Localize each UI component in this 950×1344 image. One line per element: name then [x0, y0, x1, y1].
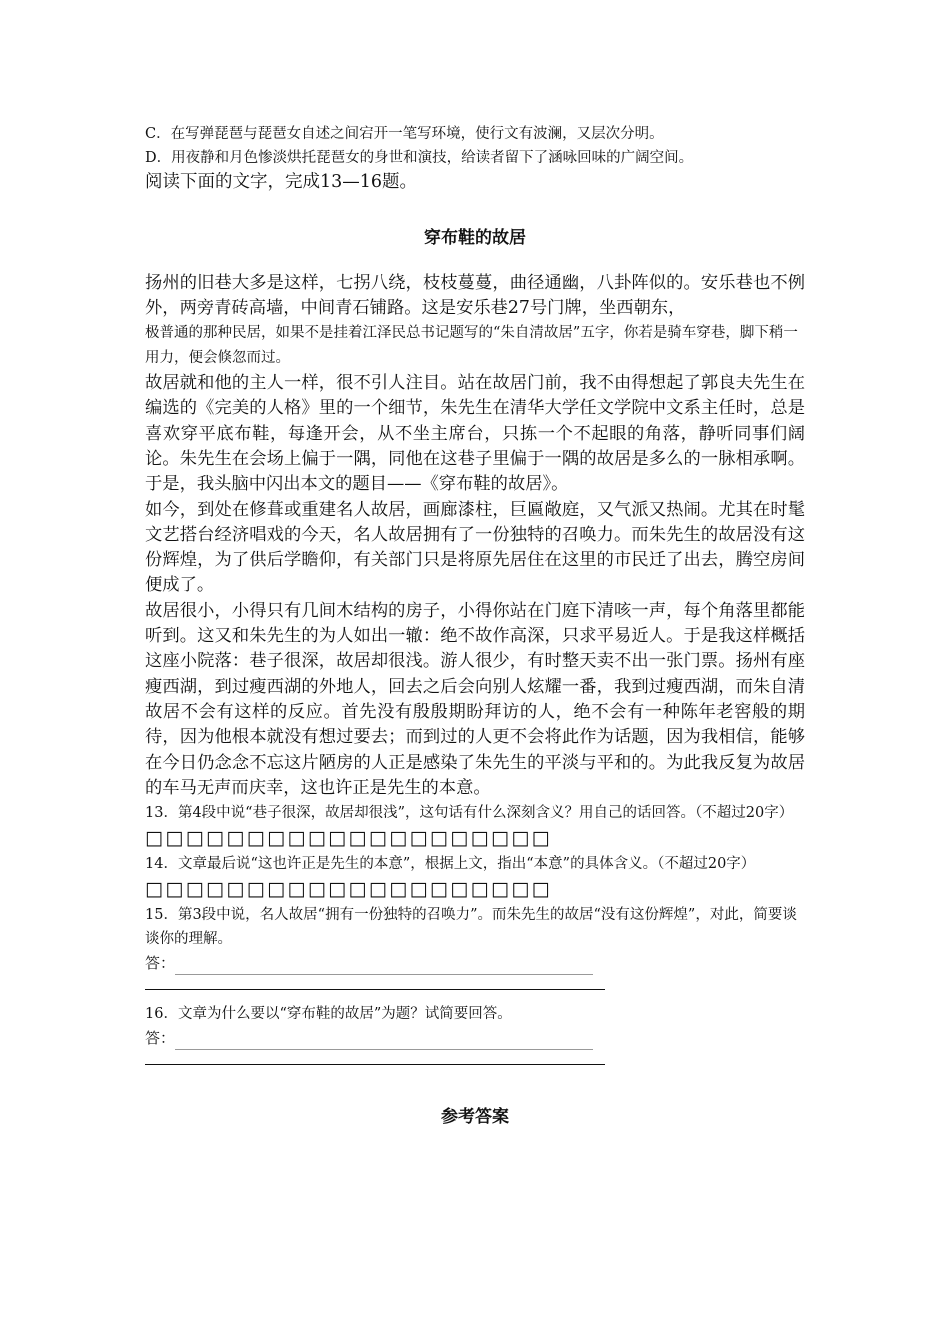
answer-blank[interactable] [175, 958, 593, 975]
answer-line-16[interactable] [145, 1026, 805, 1050]
article-paragraph-4: 故居很小，小得只有几间木结构的房子，小得你站在门庭下清咳一声，每个角落里都能听到。这又和朱先生的为人如出一辙：绝不故作高深，只求平易近人。于是我这样概括这座小院落：巷子很深，故居却很浅。游人很少，有时整天卖不出一张门票。扬州有座瘦西湖，到过瘦西湖的外地人，回去之后会向别人炫耀一番，我到过瘦西湖，而朱自清故居不会有这样的反应。首先没有殷殷期盼拜访的人，绝不会有一种陈年老窖般的期待，因为他根本就没有想过要去；而到过的人更不会将此作为话题，因为我相信，能够在今日仍念念不忘这片陋房的人正是感染了朱先生的平淡与平和的。为此我反复为故居的车马无声而庆幸，这也许正是先生的本意。 [145, 600, 805, 798]
reading-instruction: 阅读下面的文字，完成13—16题。 [145, 172, 418, 192]
answer-boxes-14[interactable]: □□□□□□□□□□□□□□□□□□□□ [145, 878, 553, 901]
answer-blank[interactable] [175, 1033, 593, 1050]
document-page [145, 122, 805, 1127]
question-14: 14．文章最后说“这也许正是先生的本意”，根据上文，指出“本意”的具体含义。（不超过20字） [145, 856, 756, 873]
question-13: 13．第4段中说“巷子很深，故居却很浅”，这句话有什么深刻含义？用自己的话回答。（不超过20字） [145, 805, 794, 822]
answer-full-line-16[interactable] [145, 1050, 605, 1065]
option-c: C．在写弹琵琶与琵琶女自述之间宕开一笔写环境，使行文有波澜，又层次分明。 [145, 126, 664, 142]
answer-full-line-15[interactable] [145, 975, 605, 990]
article-paragraph-1b: 极普通的那种民居，如果不是挂着江泽民总书记题写的“朱自清故居”五字，你若是骑车穿巷，脚下稍一用力，便会倏忽而过。 [145, 325, 798, 367]
answer-line-15[interactable] [145, 951, 805, 975]
answer-key-title: 参考答案 [441, 1107, 509, 1128]
question-16: 16．文章为什么要以“穿布鞋的故居”为题？试简要回答。 [145, 1006, 512, 1023]
article-paragraph-1a: 扬州的旧巷大多是这样，七拐八绕，枝枝蔓蔓，曲径通幽，八卦阵似的。安乐巷也不例外，两旁青砖高墙，中间青石铺路。这是安乐巷27号门牌，坐西朝东， [145, 272, 805, 318]
answer-label: 答： [145, 954, 176, 973]
answer-label: 答： [145, 1029, 176, 1048]
article-paragraph-3: 如今，到处在修葺或重建名人故居，画廊漆柱，巨匾敞庭，又气派又热闹。尤其在时髦文艺搭台经济唱戏的今天，名人故居拥有了一份独特的召唤力。而朱先生的故居没有这份辉煌，为了供后学瞻仰，有关部门只是将原先居住在这里的市民迁了出去，腾空房间便成了。 [145, 499, 805, 596]
question-15: 15．第3段中说，名人故居“拥有一份独特的召唤力”。而朱先生的故居“没有这份辉煌”，对此，简要谈谈你的理解。 [145, 907, 797, 948]
article-title: 穿布鞋的故居 [424, 227, 526, 248]
answer-boxes-13[interactable]: □□□□□□□□□□□□□□□□□□□□ [145, 827, 553, 850]
article-paragraph-2: 故居就和他的主人一样，很不引人注目。站在故居门前，我不由得想起了郭良夫先生在编选的《完美的人格》里的一个细节，朱先生在清华大学任文学院中文系主任时，总是喜欢穿平底布鞋，每逢开会，从不坐主席台，只拣一个不起眼的角落，静听同事们阔论。朱先生在会场上偏于一隅，同他在这巷子里偏于一隅的故居是多么的一脉相承啊。于是，我头脑中闪出本文的题目——《穿布鞋的故居》。 [145, 373, 805, 495]
option-d: D．用夜静和月色惨淡烘托琵琶女的身世和演技，给读者留下了涵咏回味的广阔空间。 [145, 150, 694, 166]
